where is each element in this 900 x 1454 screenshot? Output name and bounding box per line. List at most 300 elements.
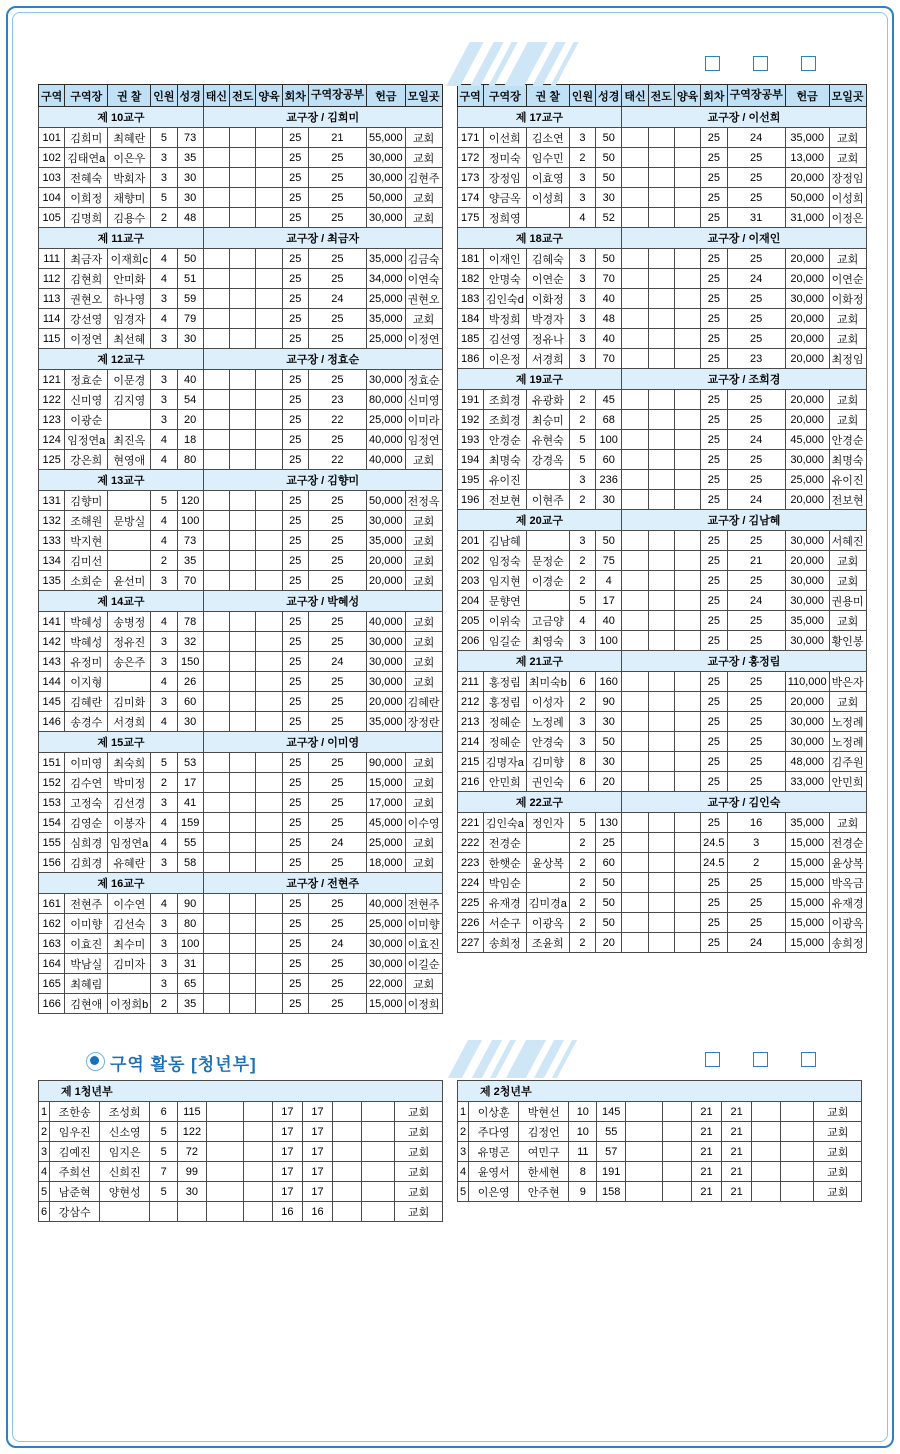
table-cell: 양현성 [100, 1182, 150, 1202]
table-cell: 김인숙a [483, 813, 526, 833]
table-cell: 25 [727, 289, 785, 309]
table-cell: 송희정 [829, 933, 866, 953]
table-cell: 4 [151, 531, 177, 551]
table-cell: 이효영 [526, 168, 569, 188]
table-cell: 3 [569, 309, 595, 329]
th-session: 회차 [701, 85, 727, 107]
table-cell: 25 [308, 672, 366, 692]
table-cell: 24 [308, 934, 366, 954]
table-cell [256, 833, 282, 853]
table-cell [662, 1162, 691, 1182]
table-cell [752, 1162, 781, 1182]
table-cell [622, 349, 648, 369]
table-cell: 25 [308, 853, 366, 873]
table-cell [526, 208, 569, 228]
table-cell: 25 [308, 148, 366, 168]
table-cell: 유재경 [483, 893, 526, 913]
table-cell: 25 [282, 571, 308, 591]
table-cell: 3 [151, 853, 177, 873]
table-cell: 194 [457, 450, 483, 470]
table-cell: 25 [282, 148, 308, 168]
table-cell: 50 [177, 249, 203, 269]
table-cell [256, 370, 282, 390]
table-cell: 안민희 [483, 772, 526, 792]
table-cell: 25 [282, 954, 308, 974]
table-cell: 30,000 [785, 591, 829, 611]
district-left-column [38, 84, 443, 1014]
table-cell: 30,000 [367, 168, 406, 188]
table-cell: 20,000 [785, 349, 829, 369]
table-cell: 25,000 [367, 833, 406, 853]
table-cell: 박정희 [483, 309, 526, 329]
table-cell: 안주현 [519, 1182, 569, 1202]
table-cell: 185 [457, 329, 483, 349]
table-cell: 213 [457, 712, 483, 732]
table-cell [203, 309, 229, 329]
table-cell: 이성희 [829, 188, 866, 208]
table-cell [333, 1142, 362, 1162]
table-cell: 25 [308, 571, 366, 591]
table-cell: 김선경 [108, 793, 151, 813]
table-cell [648, 813, 674, 833]
table-cell [256, 934, 282, 954]
table-cell [622, 752, 648, 772]
table-cell [203, 833, 229, 853]
table-cell [256, 511, 282, 531]
table-cell: 192 [457, 410, 483, 430]
table-cell: 50 [596, 732, 622, 752]
table-cell: 15,000 [785, 933, 829, 953]
group-name: 제 15교구 [39, 732, 204, 753]
table-cell: 216 [457, 772, 483, 792]
table-cell: 박혜성 [65, 632, 108, 652]
table-row [39, 813, 443, 833]
table-cell: 교회 [395, 1142, 443, 1162]
table-row [39, 753, 443, 773]
table-cell: 25 [701, 611, 727, 631]
table-cell [108, 974, 151, 994]
table-cell [526, 873, 569, 893]
table-cell: 교회 [405, 309, 442, 329]
table-cell [256, 551, 282, 571]
table-cell: 3 [569, 349, 595, 369]
table-cell: 4 [569, 208, 595, 228]
table-cell: 2 [569, 833, 595, 853]
table-cell: 3 [151, 571, 177, 591]
table-cell [230, 188, 256, 208]
table-cell: 김선영 [483, 329, 526, 349]
table-cell: 30 [596, 752, 622, 772]
table-cell: 이수연 [108, 894, 151, 914]
table-cell: 25 [596, 833, 622, 853]
group-leader: 교구장 / 홍정림 [622, 651, 866, 672]
table-cell: 교회 [405, 511, 442, 531]
table-cell: 4 [151, 309, 177, 329]
table-cell: 김영순 [65, 813, 108, 833]
group-leader: 교구장 / 정효순 [203, 349, 442, 370]
table-cell: 25 [701, 913, 727, 933]
table-cell: 안명숙 [483, 269, 526, 289]
table-cell: 이상훈 [469, 1102, 519, 1122]
table-cell [674, 551, 700, 571]
table-row [457, 692, 866, 712]
table-cell: 55 [177, 833, 203, 853]
table-cell: 4 [151, 672, 177, 692]
table-cell: 김지영 [108, 390, 151, 410]
table-cell: 박미정 [108, 773, 151, 793]
table-cell: 114 [39, 309, 65, 329]
table-cell: 채향미 [108, 188, 151, 208]
table-cell: 김용수 [108, 208, 151, 228]
youth-section-band [50, 1040, 860, 1080]
checkbox-square-2 [753, 1052, 768, 1067]
table-cell [230, 208, 256, 228]
table-cell: 152 [39, 773, 65, 793]
table-body-left [39, 107, 443, 1014]
table-row [39, 914, 443, 934]
table-cell: 4 [151, 269, 177, 289]
table-cell: 25 [282, 531, 308, 551]
table-row [457, 188, 866, 208]
table-cell: 25 [701, 329, 727, 349]
table-row [457, 430, 866, 450]
group-name: 제 14교구 [39, 591, 204, 612]
table-cell: 교회 [395, 1162, 443, 1182]
table-cell [230, 269, 256, 289]
table-cell: 25 [727, 913, 785, 933]
table-row [39, 289, 443, 309]
table-cell: 8 [569, 752, 595, 772]
table-cell: 30,000 [367, 672, 406, 692]
table-row [39, 148, 443, 168]
table-row [39, 632, 443, 652]
table-cell [230, 571, 256, 591]
table-cell: 조해원 [65, 511, 108, 531]
table-cell: 23 [727, 349, 785, 369]
table-cell [230, 168, 256, 188]
table-cell: 정효순 [405, 370, 442, 390]
table-cell: 50 [596, 168, 622, 188]
table-cell [230, 934, 256, 954]
th-nurture: 양육 [256, 85, 282, 107]
table-cell: 25 [701, 813, 727, 833]
table-cell: 13,000 [785, 148, 829, 168]
table-cell [230, 753, 256, 773]
table-cell [674, 712, 700, 732]
table-cell: 이은정 [483, 349, 526, 369]
table-row [457, 208, 866, 228]
table-cell: 3 [151, 410, 177, 430]
table-cell: 160 [596, 672, 622, 692]
youth-tables [0, 1080, 900, 1222]
table-row [39, 773, 443, 793]
table-cell: 박남실 [65, 954, 108, 974]
table-cell: 이봉자 [108, 813, 151, 833]
table-cell: 김혜란 [405, 692, 442, 712]
table-cell: 159 [177, 813, 203, 833]
table-cell: 25 [282, 188, 308, 208]
table-cell: 10 [569, 1122, 597, 1142]
table-cell: 15,000 [785, 853, 829, 873]
table-cell: 2 [151, 208, 177, 228]
table-cell [674, 611, 700, 631]
table-cell: 35,000 [785, 611, 829, 631]
table-row [457, 390, 866, 410]
table-cell: 6 [150, 1102, 178, 1122]
table-cell [648, 128, 674, 148]
table-cell [203, 188, 229, 208]
table-cell: 22 [308, 450, 366, 470]
table-cell [526, 591, 569, 611]
table-cell: 196 [457, 490, 483, 510]
table-cell [648, 470, 674, 490]
table-cell [648, 913, 674, 933]
table-row [457, 591, 866, 611]
table-cell: 교회 [829, 551, 866, 571]
th-place: 모일곳 [405, 85, 442, 107]
table-cell: 3 [151, 793, 177, 813]
table-cell: 김선숙 [108, 914, 151, 934]
table-cell: 이재희c [108, 249, 151, 269]
table-cell: 강은희 [65, 450, 108, 470]
table-cell: 2 [569, 571, 595, 591]
table-cell: 25 [727, 188, 785, 208]
table-cell: 고금양 [526, 611, 569, 631]
table-cell: 15,000 [367, 994, 406, 1014]
table-cell: 장정임 [483, 168, 526, 188]
table-row [39, 1102, 443, 1122]
table-cell: 24 [727, 591, 785, 611]
table-cell: 2 [569, 893, 595, 913]
table-cell: 48,000 [785, 752, 829, 772]
table-cell [333, 1162, 362, 1182]
district-left-table [38, 84, 443, 1014]
table-cell: 165 [39, 974, 65, 994]
table-cell: 163 [39, 934, 65, 954]
table-cell: 전혜숙 [65, 168, 108, 188]
table-cell: 211 [457, 672, 483, 692]
table-cell: 2 [39, 1122, 50, 1142]
table-cell: 정유나 [526, 329, 569, 349]
table-cell: 교회 [405, 148, 442, 168]
table-cell: 25 [282, 208, 308, 228]
table-row [457, 168, 866, 188]
table-cell: 조희경 [483, 390, 526, 410]
table-cell: 이현주 [526, 490, 569, 510]
table-cell [648, 611, 674, 631]
table-cell [674, 672, 700, 692]
table-cell: 2 [569, 410, 595, 430]
th-deacon: 권 찰 [526, 85, 569, 107]
table-cell: 홍정림 [483, 692, 526, 712]
table-cell: 교회 [829, 692, 866, 712]
table-cell [333, 1122, 362, 1142]
table-cell: 25 [282, 430, 308, 450]
group-header-row [457, 510, 866, 531]
table-cell [674, 148, 700, 168]
table-cell: 30,000 [367, 934, 406, 954]
table-cell: 40,000 [367, 450, 406, 470]
table-cell [203, 168, 229, 188]
table-cell: 문향연 [483, 591, 526, 611]
table-cell: 박현선 [519, 1102, 569, 1122]
table-cell: 25 [308, 793, 366, 813]
table-cell: 25 [282, 289, 308, 309]
table-cell [662, 1102, 691, 1122]
table-cell: 25 [282, 329, 308, 349]
district-right-column [457, 84, 867, 1014]
table-cell: 25 [701, 249, 727, 269]
table-cell: 최명숙 [483, 450, 526, 470]
table-cell [256, 410, 282, 430]
table-cell: 장정란 [405, 712, 442, 732]
table-cell: 25 [308, 491, 366, 511]
table-cell: 5 [151, 753, 177, 773]
table-cell: 25 [701, 390, 727, 410]
table-cell [256, 813, 282, 833]
table-cell [674, 289, 700, 309]
table-cell [203, 329, 229, 349]
table-cell: 25 [701, 631, 727, 651]
table-cell: 60 [177, 692, 203, 712]
table-cell [648, 772, 674, 792]
table-cell: 정미숙 [483, 148, 526, 168]
th-taesin: 태신 [203, 85, 229, 107]
table-row [458, 1142, 862, 1162]
table-cell: 교회 [405, 652, 442, 672]
table-cell: 25 [701, 732, 727, 752]
table-cell: 100 [596, 430, 622, 450]
table-cell: 5 [150, 1142, 178, 1162]
table-cell: 김남혜 [483, 531, 526, 551]
table-cell: 송경수 [65, 712, 108, 732]
table-cell: 35,000 [367, 309, 406, 329]
table-cell: 교회 [814, 1182, 862, 1202]
table-cell: 70 [177, 571, 203, 591]
table-cell: 교회 [829, 410, 866, 430]
table-cell [648, 571, 674, 591]
table-cell: 김인숙d [483, 289, 526, 309]
table-cell: 50 [596, 893, 622, 913]
group-leader: 교구장 / 조희경 [622, 369, 866, 390]
table-cell [781, 1102, 814, 1122]
table-cell: 25 [308, 168, 366, 188]
table-cell [203, 853, 229, 873]
table-cell: 이성자 [526, 692, 569, 712]
table-cell: 5 [151, 491, 177, 511]
table-cell: 이정은 [829, 208, 866, 228]
table-cell: 박은자 [829, 672, 866, 692]
table-cell [648, 933, 674, 953]
youth-left-column [38, 1080, 443, 1222]
table-cell [622, 813, 648, 833]
table-cell: 48 [596, 309, 622, 329]
table-cell [230, 692, 256, 712]
table-cell [626, 1142, 663, 1162]
table-cell: 25 [308, 894, 366, 914]
table-cell [362, 1182, 395, 1202]
table-cell [256, 491, 282, 511]
th-district: 구역 [39, 85, 65, 107]
table-cell: 221 [457, 813, 483, 833]
table-cell: 90 [177, 894, 203, 914]
table-cell: 유명곤 [469, 1142, 519, 1162]
table-cell [203, 148, 229, 168]
table-cell: 권인숙 [526, 772, 569, 792]
table-cell: 182 [457, 269, 483, 289]
table-cell: 3 [151, 954, 177, 974]
table-cell [622, 833, 648, 853]
table-cell [230, 632, 256, 652]
table-cell: 교회 [405, 208, 442, 228]
table-cell: 100 [177, 511, 203, 531]
group-leader: 교구장 / 전현주 [203, 873, 442, 894]
table-cell: 17 [177, 773, 203, 793]
table-row [458, 1122, 862, 1142]
table-cell: 교회 [405, 974, 442, 994]
table-cell: 이효진 [405, 934, 442, 954]
th-members: 인원 [151, 85, 177, 107]
table-cell: 25 [701, 772, 727, 792]
table-cell: 16 [727, 813, 785, 833]
table-cell: 강선영 [65, 309, 108, 329]
table-cell: 4 [458, 1162, 469, 1182]
table-cell [674, 873, 700, 893]
table-cell: 17 [302, 1142, 332, 1162]
table-cell: 이화정 [829, 289, 866, 309]
table-row [457, 672, 866, 692]
table-cell: 임정숙 [483, 551, 526, 571]
table-row [457, 289, 866, 309]
table-cell: 142 [39, 632, 65, 652]
table-cell [108, 551, 151, 571]
table-cell: 20,000 [785, 410, 829, 430]
table-cell: 3 [151, 652, 177, 672]
table-cell: 여민구 [519, 1142, 569, 1162]
table-cell [203, 712, 229, 732]
table-cell [256, 571, 282, 591]
table-cell: 정희영 [483, 208, 526, 228]
table-cell: 34,000 [367, 269, 406, 289]
th-place: 모일곳 [829, 85, 866, 107]
table-cell [674, 692, 700, 712]
table-cell: 3 [569, 289, 595, 309]
table-cell: 25 [727, 893, 785, 913]
table-cell: 25 [727, 470, 785, 490]
table-cell: 교회 [829, 148, 866, 168]
table-cell: 54 [177, 390, 203, 410]
table-cell [674, 893, 700, 913]
table-cell: 112 [39, 269, 65, 289]
table-row [39, 652, 443, 672]
table-cell [100, 1202, 150, 1222]
table-cell [674, 591, 700, 611]
table-cell: 25 [308, 531, 366, 551]
table-cell: 40,000 [367, 612, 406, 632]
table-cell: 150 [177, 652, 203, 672]
table-cell: 송은주 [108, 652, 151, 672]
table-row [39, 672, 443, 692]
group-name: 제 11교구 [39, 228, 204, 249]
table-cell: 2 [569, 853, 595, 873]
table-cell: 25 [308, 208, 366, 228]
table-cell [362, 1142, 395, 1162]
table-row [457, 531, 866, 551]
table-cell: 김혜란 [65, 692, 108, 712]
table-cell: 25 [727, 249, 785, 269]
table-cell [622, 772, 648, 792]
table-cell [362, 1102, 395, 1122]
